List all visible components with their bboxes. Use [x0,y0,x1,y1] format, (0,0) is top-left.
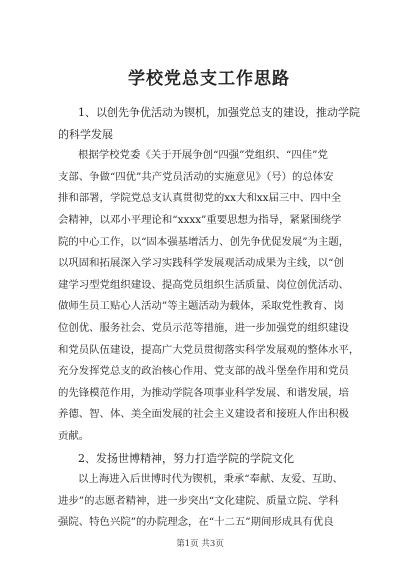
paragraph-line: 以上海进入后世博时代为锲机，秉承“奉献、友爱、互助、 [78,473,344,486]
paragraph-line: 进步”的志愿者精神，进一步突出“文化建院、质量立院、学科 [58,494,339,507]
paragraph-line: 强院、特色兴院”的办院理念，在“十二五”期间形成具有优良 [58,516,334,529]
paragraph-line: 做师生员工贴心人活动”等主题活动为载体，采取党性教育、岗 [58,300,344,313]
paragraph-line: 位创优、服务社会、党员示范等措施，进一步加强党的组织建设 [58,321,349,334]
paragraph-line: 根据学校党委《关于开展争创“四强”党组织、“四佳”党 [78,149,328,162]
paragraph-line: 排和部署，学院党总支认真贯彻党的xx大和xx届三中、四中全 [58,192,342,205]
paragraph-line: 院的中心工作，以“固本强基增活力、创先争优促发展”为主题， [58,235,350,248]
document-body [58,102,360,534]
page-footer: 第1页 共3页 [176,539,224,549]
paragraph-line: 贡献。 [58,429,90,442]
document-title: 学校党总支工作思路 [128,69,290,89]
section-heading-line: 1、以创先争优活动为锲机，加强党总支的建设，推动学院 [78,106,360,119]
paragraph-line: 会精神，以邓小平理论和“xxxx”重要思想为指导，紧紧围绕学 [58,213,342,226]
paragraph-line: 的先锋模范作用，为推动学院各项事业科学发展、和谐发展，培 [58,386,349,399]
paragraph-line: 支部、争做“四优”共产党员活动的实施意见》（号）的总体安 [58,170,334,183]
paragraph-line: 建学习型党组织建设、提高党员组织生活质量、岗位创优活动、 [58,278,349,291]
paragraph-line: 充分发挥党总支的政治核心作用、党支部的战斗堡垒作用和党员 [58,365,349,378]
paragraph-line: 以巩固和拓展深入学习实践科学发展观活动成果为主线，以“创 [58,257,344,270]
paragraph-line: 养德、智、体、美全面发展的社会主义建设者和接班人作出积极 [58,408,349,421]
section-heading-line: 2、发扬世博精神，努力打造学院的学院文化 [78,451,294,465]
section-heading-line: 的科学发展 [58,127,113,141]
paragraph-line: 和党员队伍建设，提高广大党员贯彻落实科学发展观的整体水平， [58,343,360,356]
